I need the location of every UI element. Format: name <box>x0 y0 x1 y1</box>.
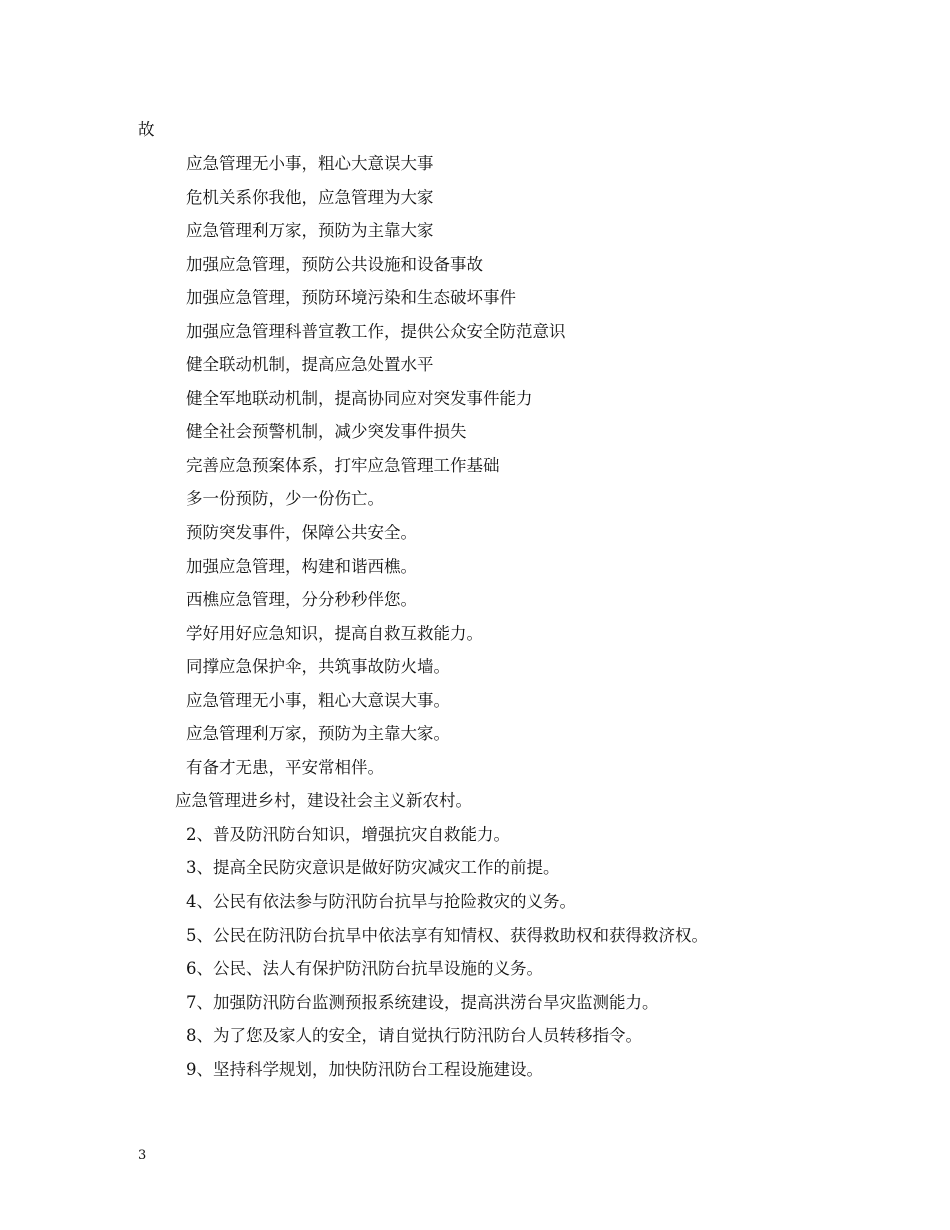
text-line-22: 2、普及防汛防台知识，增强抗灾自救能力。 <box>186 825 510 844</box>
text-line-18: 应急管理无小事，粗心大意误大事。 <box>186 691 450 710</box>
text-line-13: 预防突发事件，保障公共安全。 <box>186 523 417 542</box>
text-line-23: 3、提高全民防灾意识是做好防灾减灾工作的前提。 <box>186 858 560 877</box>
text-line-25: 5、公民在防汛防台抗旱中依法享有知情权、获得救助权和获得救济权。 <box>186 926 708 945</box>
text-line-11: 完善应急预案体系，打牢应急管理工作基础 <box>186 456 500 475</box>
page-number: 3 <box>138 1148 147 1163</box>
text-line-15: 西樵应急管理，分分秒秒伴您。 <box>186 590 417 609</box>
text-line-24: 4、公民有依法参与防汛防台抗旱与抢险救灾的义务。 <box>186 892 576 911</box>
text-line-4: 应急管理利万家，预防为主靠大家 <box>186 221 434 240</box>
text-line-5: 加强应急管理，预防公共设施和设备事故 <box>186 255 483 274</box>
text-line-3: 危机关系你我他，应急管理为大家 <box>186 188 434 207</box>
text-line-14: 加强应急管理，构建和谐西樵。 <box>186 557 417 576</box>
text-line-26: 6、公民、法人有保护防汛防台抗旱设施的义务。 <box>186 959 543 978</box>
text-line-20: 有备才无患，平安常相伴。 <box>186 758 384 777</box>
text-line-27: 7、加强防汛防台监测预报系统建设，提高洪涝台旱灾监测能力。 <box>186 993 659 1012</box>
text-line-28: 8、为了您及家人的安全，请自觉执行防汛防台人员转移指令。 <box>186 1026 642 1045</box>
text-line-12: 多一份预防，少一份伤亡。 <box>186 489 384 508</box>
text-line-19: 应急管理利万家，预防为主靠大家。 <box>186 724 450 743</box>
text-line-9: 健全军地联动机制，提高协同应对突发事件能力 <box>186 389 533 408</box>
text-line-21: 应急管理进乡村，建设社会主义新农村。 <box>175 791 472 810</box>
text-line-7: 加强应急管理科普宣教工作，提供公众安全防范意识 <box>186 322 566 341</box>
text-line-6: 加强应急管理，预防环境污染和生态破坏事件 <box>186 288 516 307</box>
text-line-10: 健全社会预警机制，减少突发事件损失 <box>186 422 467 441</box>
text-line-29: 9、坚持科学规划，加快防汛防台工程设施建设。 <box>186 1060 543 1079</box>
text-line-17: 同撑应急保护伞，共筑事故防火墙。 <box>186 657 450 676</box>
text-line-8: 健全联动机制，提高应急处置水平 <box>186 355 434 374</box>
text-line-16: 学好用好应急知识，提高自救互救能力。 <box>186 624 483 643</box>
text-line-2: 应急管理无小事，粗心大意误大事 <box>186 154 434 173</box>
text-line-1: 故 <box>138 120 155 139</box>
